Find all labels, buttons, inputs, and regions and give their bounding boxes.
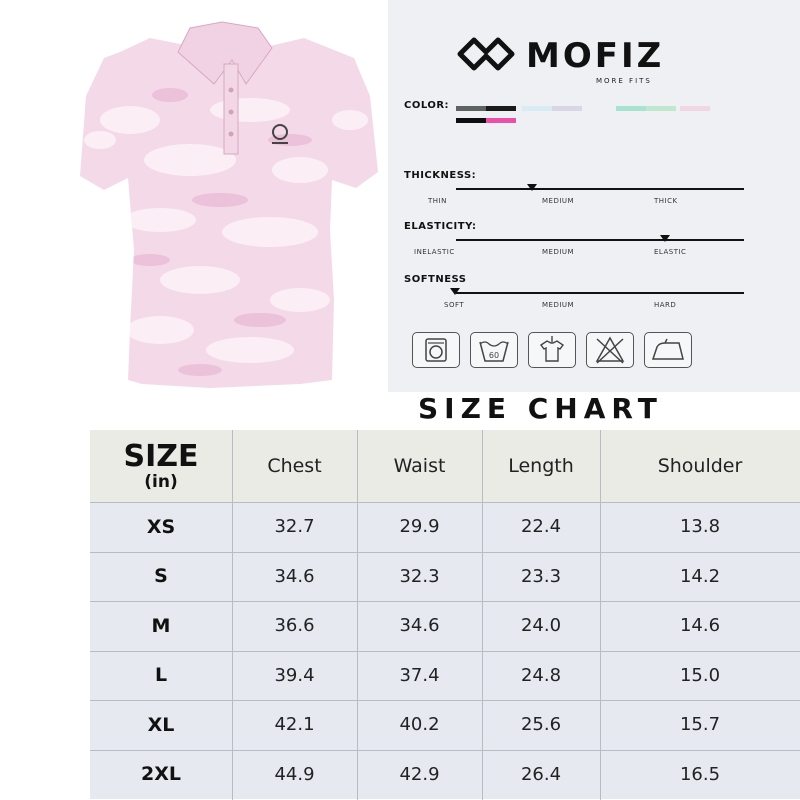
do-not-bleach-icon — [586, 332, 634, 368]
measurement-cell: 24.8 — [482, 651, 600, 701]
row-divider — [90, 552, 800, 553]
measurement-cell: 44.9 — [232, 750, 357, 800]
mofiz-logo-icon — [456, 32, 516, 76]
size-cell: S — [90, 552, 232, 602]
thickness-marker — [527, 184, 537, 191]
measurement-cell: 15.0 — [600, 651, 800, 701]
product-info-panel — [388, 0, 800, 392]
column-header-length: Length — [482, 430, 600, 502]
row-divider — [90, 651, 800, 652]
column-header-shoulder: Shoulder — [600, 430, 800, 502]
elasticity-label: ELASTICITY: — [404, 221, 477, 232]
size-cell: M — [90, 601, 232, 651]
wash-60-icon — [470, 332, 518, 368]
size-cell: XL — [90, 700, 232, 750]
softness-mid: MEDIUM — [542, 301, 575, 309]
measurement-cell: 25.6 — [482, 700, 600, 750]
measurement-cell: 34.6 — [232, 552, 357, 602]
elasticity-marker — [660, 235, 670, 242]
brand-tagline: MORE FITS — [596, 77, 652, 85]
color-swatch[interactable] — [522, 106, 552, 111]
measurement-cell: 36.6 — [232, 601, 357, 651]
product-photo — [0, 0, 392, 428]
measurement-cell: 16.5 — [600, 750, 800, 800]
elasticity-min: INELASTIC — [414, 248, 455, 256]
measurement-cell: 15.7 — [600, 700, 800, 750]
color-swatch[interactable] — [646, 106, 676, 111]
color-swatch[interactable] — [552, 106, 582, 111]
size-chart-title: SIZE CHART — [418, 392, 663, 425]
measurement-cell: 32.7 — [232, 502, 357, 552]
row-divider — [90, 502, 800, 503]
size-chart-table — [90, 430, 800, 800]
measurement-cell: 40.2 — [357, 700, 482, 750]
size-cell: XS — [90, 502, 232, 552]
color-swatch[interactable] — [616, 106, 646, 111]
column-divider — [600, 430, 601, 800]
measurement-cell: 37.4 — [357, 651, 482, 701]
softness-marker — [450, 288, 460, 295]
column-divider — [232, 430, 233, 800]
size-unit-label: (in) — [144, 471, 178, 492]
softness-scale — [456, 292, 744, 294]
iron-icon — [644, 332, 692, 368]
thickness-mid: MEDIUM — [542, 197, 575, 205]
size-column-header — [90, 430, 232, 502]
elasticity-scale — [456, 239, 744, 241]
measurement-cell: 24.0 — [482, 601, 600, 651]
column-divider — [482, 430, 483, 800]
polo-shirt-image — [0, 0, 392, 428]
column-header-chest: Chest — [232, 430, 357, 502]
measurement-cell: 14.6 — [600, 601, 800, 651]
column-header-waist: Waist — [357, 430, 482, 502]
row-divider — [90, 700, 800, 701]
color-swatch[interactable] — [456, 118, 486, 123]
size-cell: L — [90, 651, 232, 701]
size-header-label: SIZE — [123, 438, 199, 474]
measurement-cell: 29.9 — [357, 502, 482, 552]
color-swatch[interactable] — [486, 106, 516, 111]
softness-max: HARD — [654, 301, 677, 309]
measurement-cell: 42.9 — [357, 750, 482, 800]
measurement-cell: 42.1 — [232, 700, 357, 750]
color-swatch[interactable] — [680, 106, 710, 111]
color-swatch[interactable] — [456, 106, 486, 111]
thickness-min: THIN — [428, 197, 447, 205]
thickness-max: THICK — [654, 197, 678, 205]
machine-wash-icon — [412, 332, 460, 368]
measurement-cell: 23.3 — [482, 552, 600, 602]
measurement-cell: 39.4 — [232, 651, 357, 701]
measurement-cell: 22.4 — [482, 502, 600, 552]
measurement-cell: 32.3 — [357, 552, 482, 602]
measurement-cell: 26.4 — [482, 750, 600, 800]
softness-min: SOFT — [444, 301, 465, 309]
elasticity-mid: MEDIUM — [542, 248, 575, 256]
hang-dry-icon — [528, 332, 576, 368]
thickness-scale — [456, 188, 744, 190]
row-divider — [90, 750, 800, 751]
size-cell: 2XL — [90, 750, 232, 800]
measurement-cell: 34.6 — [357, 601, 482, 651]
row-divider — [90, 601, 800, 602]
measurement-cell: 14.2 — [600, 552, 800, 602]
thickness-label: THICKNESS: — [404, 170, 477, 181]
brand-logo — [456, 32, 726, 85]
wash-temp-label: 60 — [488, 351, 500, 360]
color-label: COLOR: — [404, 100, 450, 111]
column-divider — [357, 430, 358, 800]
brand-name: MOFIZ — [526, 36, 665, 76]
color-swatch[interactable] — [486, 118, 516, 123]
softness-label: SOFTNESS — [404, 274, 467, 285]
elasticity-max: ELASTIC — [654, 248, 687, 256]
measurement-cell: 13.8 — [600, 502, 800, 552]
